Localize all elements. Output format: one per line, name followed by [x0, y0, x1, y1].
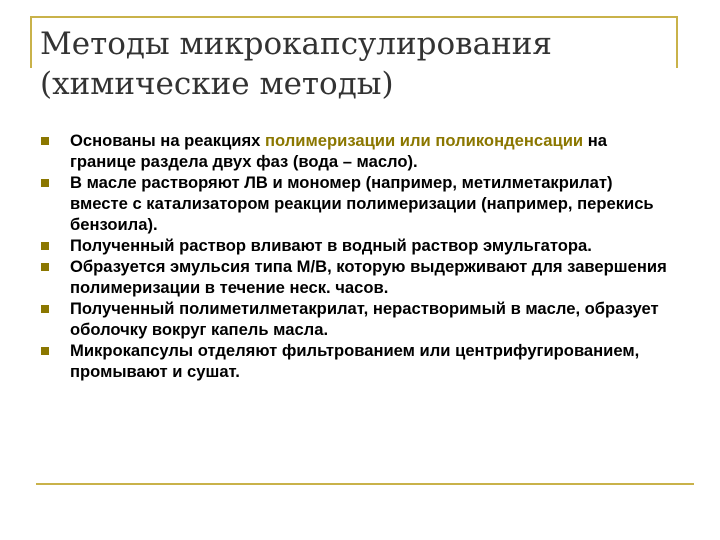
- bullet-item: [40, 172, 670, 235]
- square-bullet-icon: [41, 347, 49, 355]
- square-bullet-icon: [41, 179, 49, 187]
- bullet-text: Полученный полиметилметакрилат, нерастворимый в масле, образует оболочку вокруг капель масла.: [70, 299, 659, 339]
- slide-title: [40, 24, 660, 104]
- bullet-text-post: на границе раздела двух фаз (вода – масло).: [70, 131, 608, 171]
- frame-left-rule: [30, 16, 32, 68]
- bullet-item: [40, 235, 670, 256]
- frame-bottom-rule: [36, 483, 694, 485]
- bullet-text-highlight: полимеризации или поликонденсации: [265, 131, 584, 150]
- frame-top-rule: [30, 16, 678, 18]
- square-bullet-icon: [41, 263, 49, 271]
- bullet-text-pre: Основаны на реакциях: [70, 131, 265, 150]
- slide-title-line1: Методы микрокапсулирования: [40, 26, 552, 62]
- bullet-text: В масле растворяют ЛВ и мономер (например, метилметакрилат) вместе с катализатором реакции полимеризации (например, перекись бензоила).: [70, 173, 654, 234]
- bullet-text: Полученный раствор вливают в водный раствор эмульгатора.: [70, 236, 592, 255]
- square-bullet-icon: [41, 305, 49, 313]
- bullet-item: [40, 130, 670, 172]
- slide-title-line2: (химические методы): [40, 66, 394, 102]
- bullet-item: [40, 340, 670, 382]
- bullet-list: [40, 130, 670, 382]
- bullet-item: [40, 298, 670, 340]
- bullet-text: Микрокапсулы отделяют фильтрованием или центрифугированием, промывают и сушат.: [70, 341, 640, 381]
- square-bullet-icon: [41, 242, 49, 250]
- bullet-item: [40, 256, 670, 298]
- bullet-text: Образуется эмульсия типа М/В, которую выдерживают для завершения полимеризации в течение неск. часов.: [70, 257, 667, 297]
- frame-right-rule: [676, 16, 678, 68]
- square-bullet-icon: [41, 137, 49, 145]
